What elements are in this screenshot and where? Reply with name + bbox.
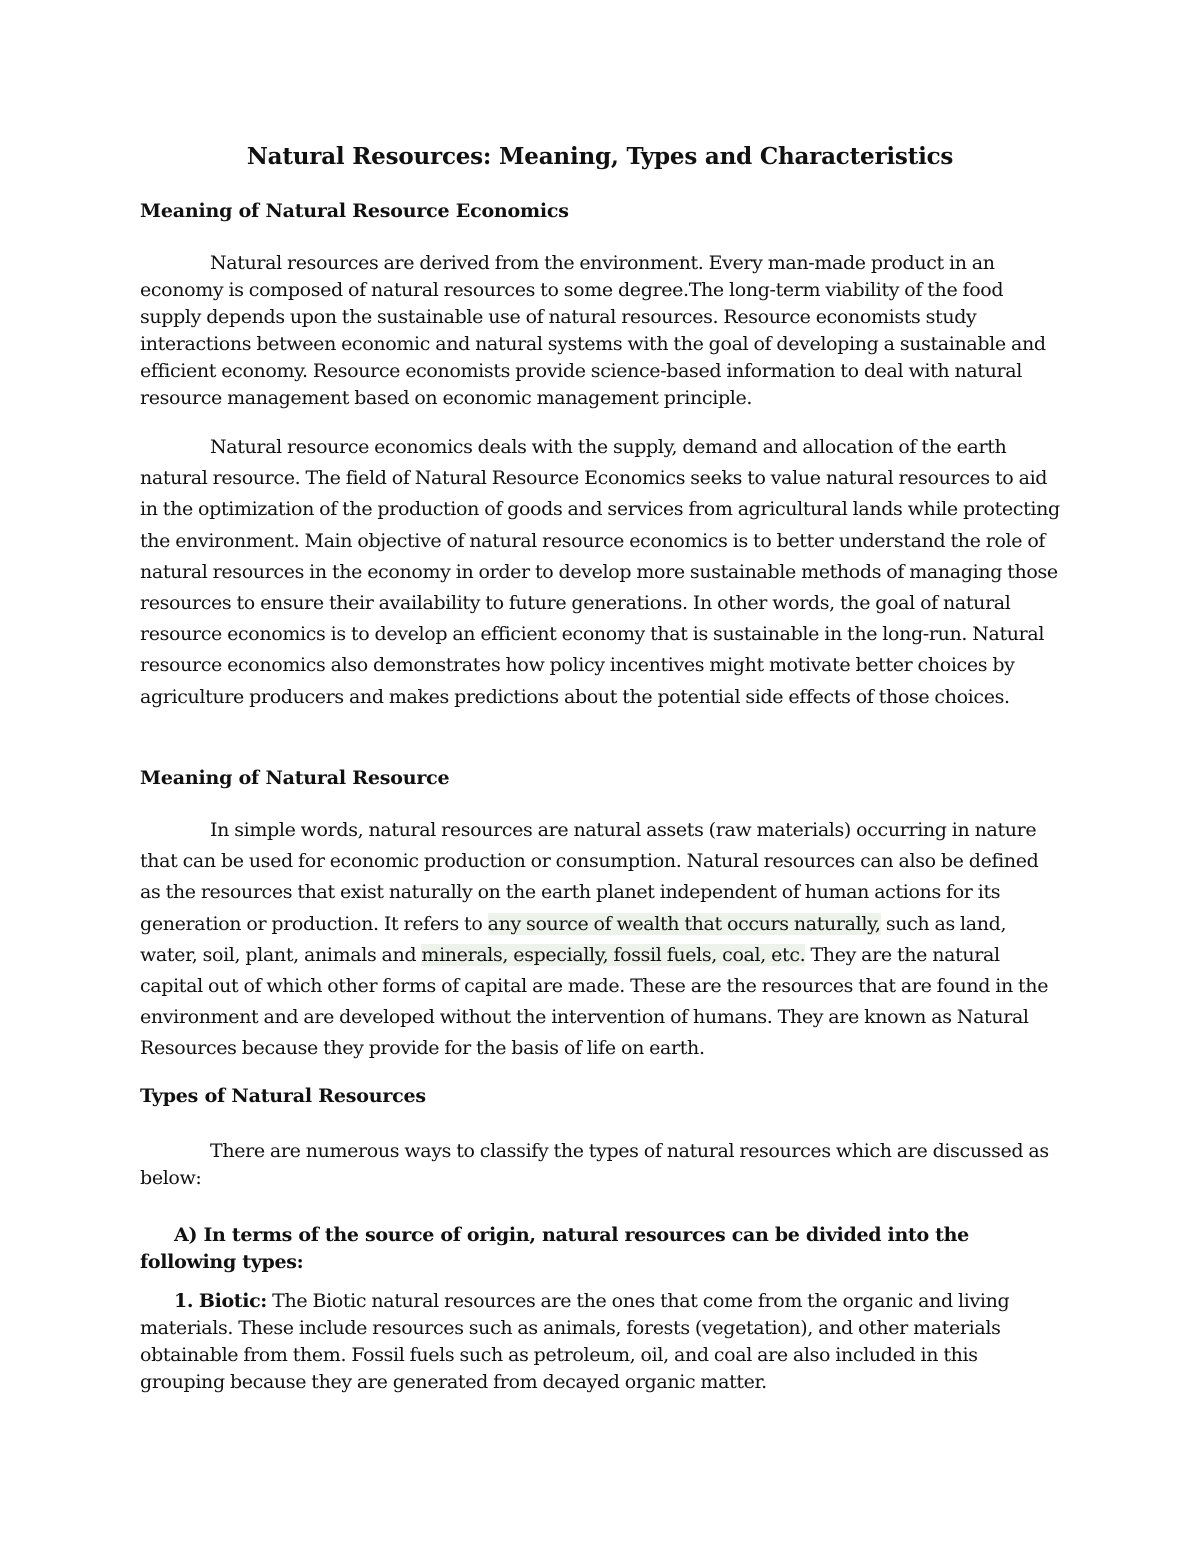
document-title: Natural Resources: Meaning, Types and Characteristics	[246, 143, 954, 170]
section-heading-types: Types of Natural Resources	[140, 1085, 426, 1107]
paragraph-text: Natural resources are derived from the environment. Every man-made product in an economy is composed of natural resources to some degree.The long-term viability of the food supply depends upon the sustainable use of natural resources. Resource economists study interactions between economic and natural systems with the goal of developing a sustainable and efficient economy. Resource economists provide science-based information to deal with natural resource management based on economic management principle.	[140, 252, 1046, 409]
section-heading-natural-resource: Meaning of Natural Resource	[140, 767, 450, 789]
paragraph-text: In simple words, natural resources are natural assets (raw materials) occurring in nature that can be used for economic production or consumption. Natural resources can also be defined as the resources that exist naturally on the earth planet independent of human actions for its generation or production. It refers to	[140, 819, 1039, 935]
subheading-text: A) In terms of the source of origin, natural resources can be divided into the following types:	[140, 1224, 969, 1273]
paragraph-text: Natural resource economics deals with the supply, demand and allocation of the earth natural resource. The field of Natural Resource Economics seeks to value natural resources to aid in the optimization of the production of goods and services from agricultural lands while protecting the environment. Main objective of natural resource economics is to better understand the role of natural resources in the economy in order to develop more sustainable methods of managing those resources to ensure their availability to future generations. In other words, the goal of natural resource economics is to develop an efficient economy that is sustainable in the long-run. Natural resource economics also demonstrates how policy incentives might motivate better choices by agriculture producers and makes predictions about the potential side effects of those choices.	[140, 436, 1060, 708]
list-item-text: The Biotic natural resources are the ones that come from the organic and living materials. These include resources such as animals, forests (vegetation), and other materials obtainable from them. Fossil fuels such as petroleum, oil, and coal are also included in this grouping because they are generated from decayed organic matter.	[140, 1290, 1010, 1393]
section-heading-resource-economics: Meaning of Natural Resource Economics	[140, 200, 569, 222]
paragraph-resource-economics-detail	[140, 432, 1060, 713]
paragraph-text: There are numerous ways to classify the types of natural resources which are discussed as below:	[140, 1140, 1049, 1189]
paragraph-types-intro	[140, 1138, 1060, 1192]
paragraph-text: They are the natural capital out of which other forms of capital are made. These are the resources that are found in the environment and are developed without the intervention of humans. They are known as Natural Resources because they provide for the basis of life on earth.	[140, 943, 1049, 1060]
paragraph-resource-economics-intro	[140, 250, 1060, 412]
subheading-source-of-origin	[140, 1222, 1060, 1276]
highlighted-text: minerals, especially, fossil fuels, coal, etc.	[421, 943, 806, 966]
paragraph-natural-resource-meaning	[140, 815, 1060, 1065]
list-item-biotic	[140, 1288, 1060, 1396]
paragraph-text: such as land, water, soil, plant, animals and	[140, 912, 1007, 966]
highlighted-text: any source of wealth that occurs naturally,	[487, 912, 881, 935]
list-item-label: 1. Biotic:	[174, 1290, 267, 1312]
